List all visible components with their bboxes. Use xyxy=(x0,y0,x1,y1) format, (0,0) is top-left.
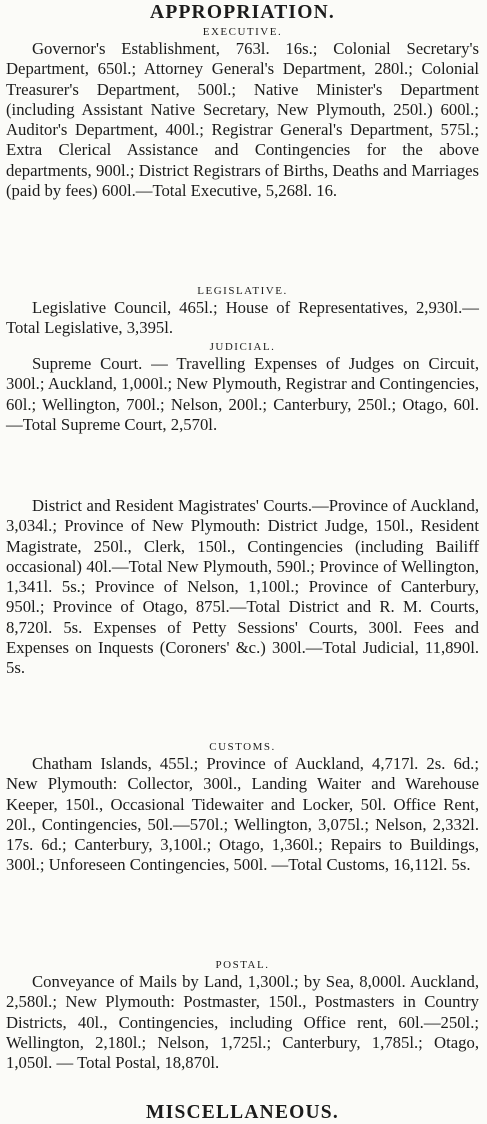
section-head-executive: EXECUTIVE. xyxy=(202,26,283,38)
paragraph-executive: Governor's Establishment, 763l. 16s.; Colonial Secretary's Department, 650l.; Attorney General's Department, 280l.; Colonial Treasurer's Department, 500l.; Native Minister's Department (including Assistant Native Secretary, New Plymouth, 250l.) 600l.; Auditor's Department, 400l.; Registrar General's Department, 575l.; Extra Clerical Assistance and Contingencies for the above departments, 900l.; District Registrars of Births, Deaths and Marriages (paid by fees) 600l.—Total Executive, 5,268l. 16. xyxy=(6,39,479,201)
section-head-judicial: JUDICIAL. xyxy=(209,341,276,353)
paragraph-legislative: Legislative Council, 465l.; House of Representatives, 2,930l.—Total Legislative, 3,395l. xyxy=(6,298,479,338)
section-head-legislative: LEGISLATIVE. xyxy=(197,285,288,297)
page-title: APPROPRIATION. xyxy=(150,2,335,23)
section-head-customs: CUSTOMS. xyxy=(209,741,276,753)
paragraph-judicial-district-courts: District and Resident Magistrates' Courts.—Province of Auckland, 3,034l.; Province of New Plymouth: District Judge, 150l., Resident Magistrate, 250l., Clerk, 150l., Contingencies (including Bailiff occasional) 40l.—Total New Plymouth, 590l.; Province of Wellington, 1,341l. 5s.; Province of Nelson, 1,100l.; Province of Canterbury, 950l.; Province of Otago, 875l.—Total District and R. M. Courts, 8,720l. 5s. Expenses of Petty Sessions' Courts, 300l. Fees and Expenses on Inquests (Coroners' &c.) 300l.—Total Judicial, 11,890l. 5s. xyxy=(6,496,479,678)
next-section-title: MISCELLANEOUS. xyxy=(146,1102,339,1123)
paragraph-judicial-supreme-court: Supreme Court. — Travelling Expenses of Judges on Circuit, 300l.; Auckland, 1,000l.; New Plymouth, Registrar and Contingencies, 60l.; Wellington, 700l.; Nelson, 200l.; Canterbury, 250l.; Otago, 60l.—Total Supreme Court, 2,570l. xyxy=(6,354,479,434)
paragraph-customs: Chatham Islands, 455l.; Province of Auckland, 4,717l. 2s. 6d.; New Plymouth: Collector, 300l., Landing Waiter and Warehouse Keeper, 150l., Occasional Tidewaiter and Locker, 50l. Office Rent, 20l., Contingencies, 50l.—570l.; Wellington, 3,075l.; Nelson, 2,332l. 17s. 6d.; Canterbury, 3,100l.; Otago, 1,360l.; Repairs to Buildings, 300l.; Unforeseen Contingencies, 500l. —Total Customs, 16,112l. 5s. xyxy=(6,754,479,875)
paragraph-postal: Conveyance of Mails by Land, 1,300l.; by Sea, 8,000l. Auckland, 2,580l.; New Plymouth: Postmaster, 150l., Postmasters in Country Districts, 40l., Contingencies, including Office rent, 60l.—250l.; Wellington, 2,180l.; Nelson, 1,725l.; Canterbury, 1,785l.; Otago, 1,050l. — Total Postal, 18,870l. xyxy=(6,972,479,1073)
section-head-postal: POSTAL. xyxy=(215,959,270,971)
